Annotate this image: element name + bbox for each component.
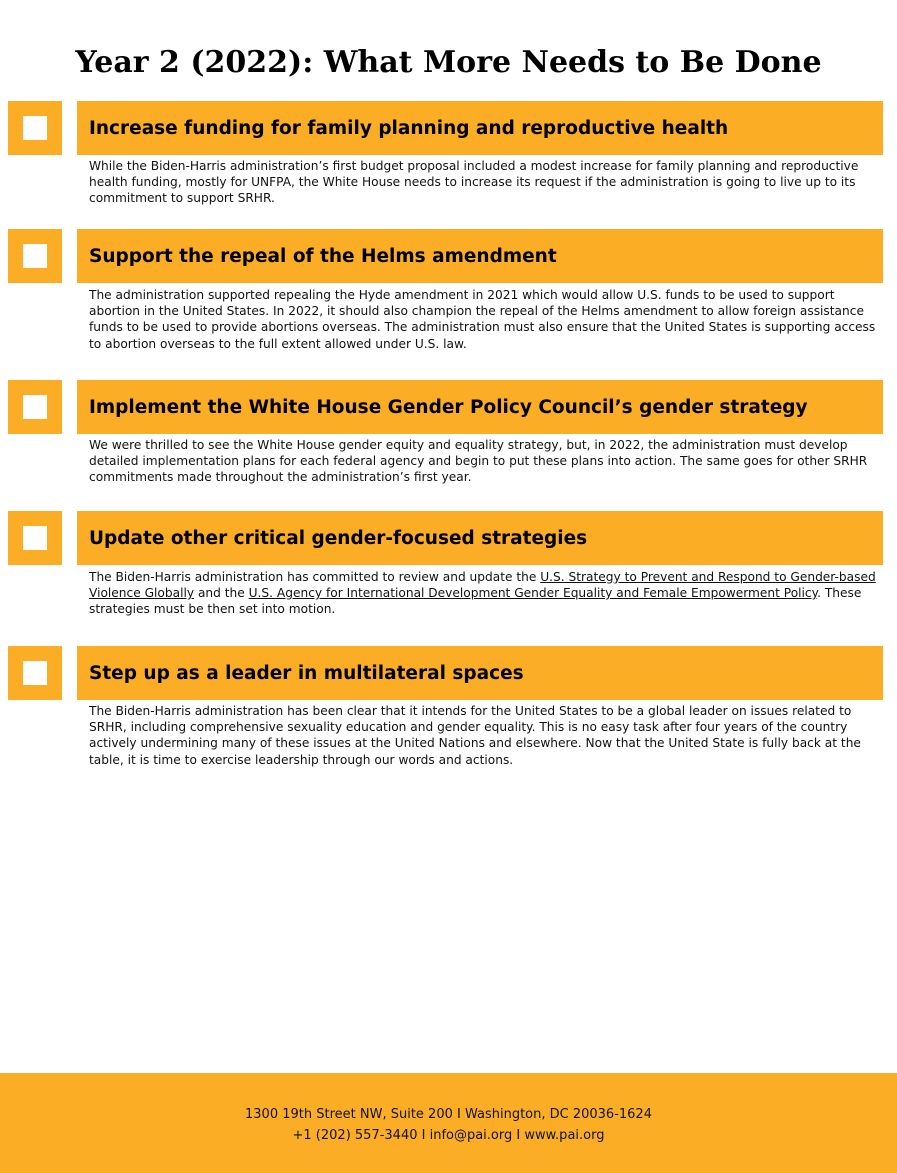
section-heading: Update other critical gender-focused strategies: [89, 527, 588, 549]
section-body: [89, 569, 881, 618]
section-heading: Implement the White House Gender Policy Council’s gender strategy: [89, 396, 808, 418]
gbv-strategy-link[interactable]: U.S. Strategy to Prevent and Respond to Gender-based Violence Globally: [89, 570, 876, 601]
page-title: Year 2 (2022): What More Needs to Be Done: [75, 45, 822, 80]
checkbox-icon: [8, 380, 62, 434]
section-body: The administration supported repealing the Hyde amendment in 2021 which would allow U.S. funds to be used to support abortion in the United States. In 2022, it should also champion the repeal of the Helms amendment to allow foreign assistance funds to be used to provide abortions overseas. The administration must also ensure that the United States is supporting access to abortion overseas to the full extent allowed under U.S. law.: [89, 288, 876, 351]
section-header-bar: [77, 101, 883, 155]
section-header-bar: [77, 511, 883, 565]
section-body: The Biden-Harris administration has been clear that it intends for the United States to be a global leader on issues related to SRHR, including comprehensive sexuality education and gender equality. This is no easy task after four years of the country actively undermining many of these issues at the United Nations and elsewhere. Now that the United State is fully back at the table, it is time to exercise leadership through our words and actions.: [89, 704, 861, 767]
checkbox-icon: [8, 646, 62, 700]
usaid-policy-link[interactable]: U.S. Agency for International Development Gender Equality and Female Empowerment Policy: [248, 586, 818, 601]
checkbox-icon: [8, 229, 62, 283]
footer-address: 1300 19th Street NW, Suite 200 I Washington, DC 20036-1624: [245, 1107, 652, 1122]
section-heading: Support the repeal of the Helms amendment: [89, 245, 557, 267]
section-body: We were thrilled to see the White House gender equity and equality strategy, but, in 2022, the administration must develop detailed implementation plans for each federal agency and begin to put these plans into action. The same goes for other SRHR commitments made throughout the administration’s first year.: [89, 438, 868, 485]
body-text: The Biden-Harris administration has committed to review and update the: [89, 570, 541, 584]
body-text: . These strategies must be then set into motion.: [89, 586, 862, 617]
checkbox-icon: [8, 511, 62, 565]
footer: [0, 1073, 897, 1173]
section-header-bar: [77, 229, 883, 283]
section-body: While the Biden-Harris administration’s first budget proposal included a modest increase for family planning and reproductive health funding, mostly for UNFPA, the White House needs to increase its request if the administration is going to live up to its commitment to support SRHR.: [89, 159, 859, 206]
footer-contact: +1 (202) 557-3440 I info@pai.org I www.pai.org: [292, 1128, 605, 1143]
section-header-bar: [77, 380, 883, 434]
section-heading: Step up as a leader in multilateral spaces: [89, 662, 524, 684]
section-header-bar: [77, 646, 883, 700]
section-heading: Increase funding for family planning and reproductive health: [89, 117, 729, 139]
checkbox-icon: [8, 101, 62, 155]
body-text: and the: [194, 586, 249, 601]
